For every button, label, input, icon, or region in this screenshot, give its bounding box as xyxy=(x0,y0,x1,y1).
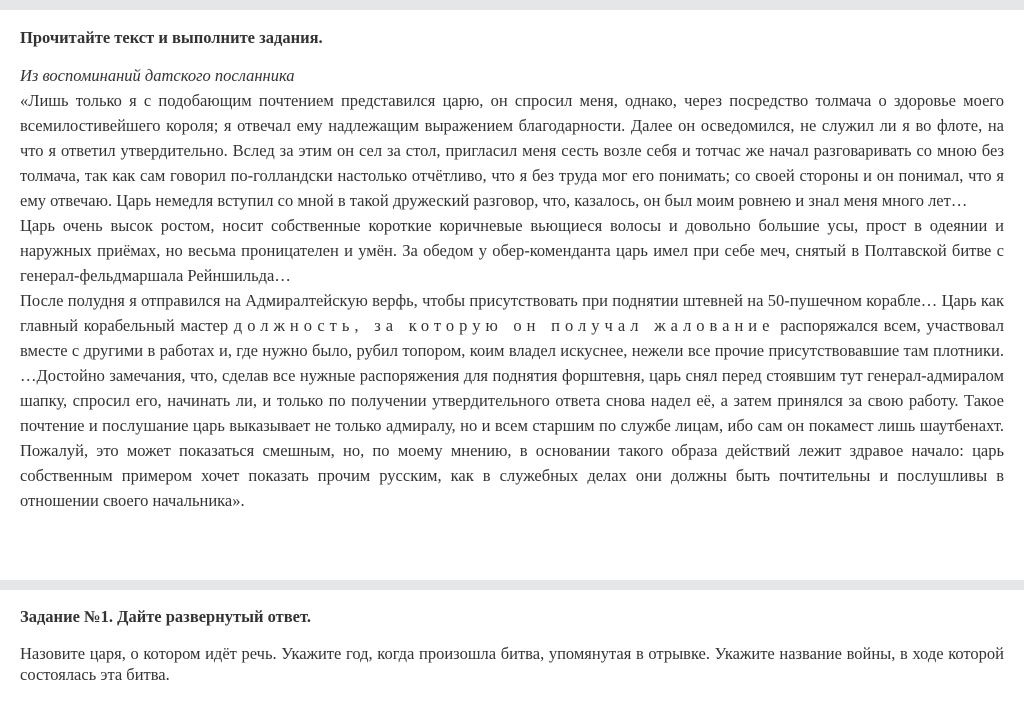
paragraph-3-spaced: должность, за которую он получал жалование xyxy=(233,316,775,335)
task-question: Назовите царя, о котором идёт речь. Укажите год, когда произошла битва, упомянутая в отрывке. Укажите название войны, в ходе которой состоялась эта битва. xyxy=(20,644,1004,684)
task-heading: Задание №1. Дайте развернутый ответ. xyxy=(20,607,311,626)
paragraph-3-end: распоряжался всем, участвовал вместе с другими в работах и, где нужно было, рубил топором, коим владел искуснее, нежели все прочие присутствовавшие там плотники. …Достойно замечания, что, сделав все нужные распоряжения для поднятия форштевня, царь снял перед стоявшим тут генерал-адмиралом шапку, спросил его, начинать ли, и только по получении утвердительного ответа снова надел её, а затем принялся за свою работу. Такое почтение и послушание царь выказывает не только адмиралу, но и всем старшим по службе лицам, ибо сам он покамест лишь шаутбенахт. Пожалуй, это может показаться смешным, но, по моему мнению, в основании такого образа действий лежит здравое начало: царь собственным примером хочет показать прочим русским, как в служебных делах они должны быть почтительны и послушливы в отношении своего начальника». xyxy=(20,316,1004,510)
paragraph-3 xyxy=(20,288,1004,513)
reading-card xyxy=(0,10,1024,580)
task-card xyxy=(0,590,1024,720)
paragraph-3-start: После полудня я отправился на Адмиралтейскую верфь, чтобы присутствовать при поднятии штевней на 50-пушечном корабле… Царь как главный корабельный мастер xyxy=(20,291,1004,335)
paragraph-2: Царь очень высок ростом, носит собственные короткие коричневые вьющиеся волосы и довольно большие усы, прост в одеянии и наружных приёмах, но весьма проницателен и умён. За обедом у обер-коменданта царь имел при себе меч, снятый в Полтавской битве с генерал-фельдмаршала Рейншильда… xyxy=(20,216,1004,285)
source-caption: Из воспоминаний датского посланника xyxy=(20,66,295,85)
paragraph-1: «Лишь только я с подобающим почтением представился царю, он спросил меня, однако, через посредство толмача о здоровье моего всемилостивейшего короля; я отвечал ему надлежащим выражением благодарности. Далее он осведомился, не служил ли я во флоте, на что я ответил утвердительно. Вслед за этим он сел за стол, пригласил меня сесть возле себя и тотчас же начал разговаривать со мною без толмача, так как сам говорил по-голландски настолько отчётливо, что я без труда мог его понимать; со своей стороны и он понимал, что я ему отвечаю. Царь немедля вступил со мной в такой дружеский разговор, что, казалось, он был моим ровнею и знал меня много лет… xyxy=(20,91,1004,210)
reading-heading: Прочитайте текст и выполните задания. xyxy=(20,28,323,47)
